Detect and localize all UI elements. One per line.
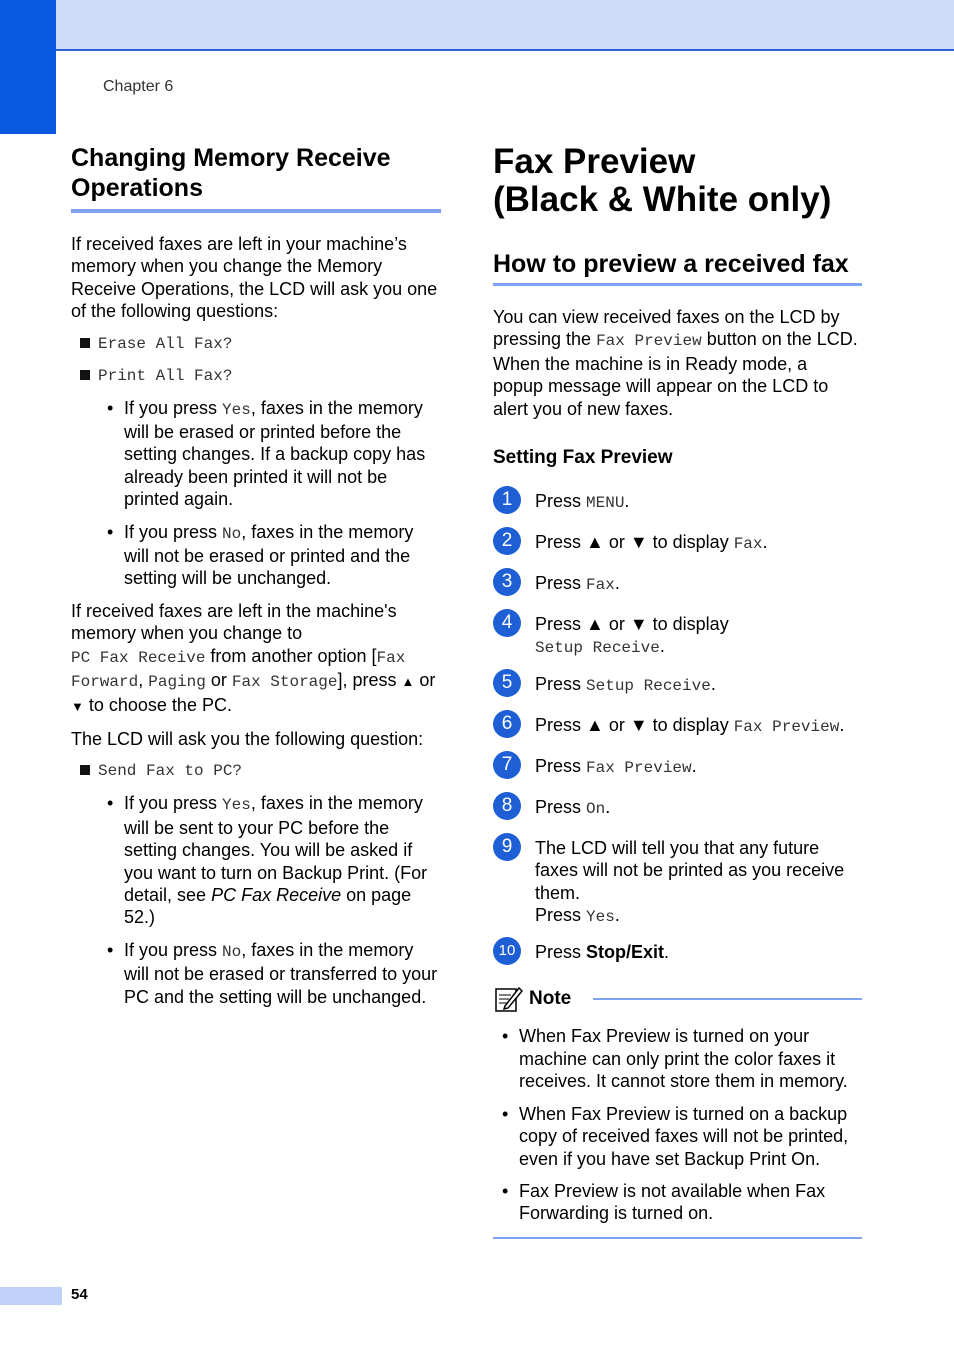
question-item: Print All Fax?: [71, 365, 441, 387]
bullet-item: • If you press No, faxes in the memory will not be erased or printed and the setting will be unchanged.: [107, 521, 414, 589]
note-header: [493, 983, 862, 1015]
bullet-dot-icon: •: [107, 521, 114, 542]
note-item: • When Fax Preview is turned on a backup copy of received faxes will not be printed, even if you have set Backup Print On.: [502, 1103, 849, 1169]
step-item: 10 Press Stop/Exit.: [493, 941, 862, 969]
square-bullet-icon: [80, 765, 90, 775]
chapter-tab: [0, 0, 56, 134]
question-item: Erase All Fax?: [71, 333, 441, 355]
preview-intro: You can view received faxes on the LCD by pressing the Fax Preview button on the LCD. When the machine is in Ready mode, a popup message will appear on the LCD to alert you of new faxes.: [493, 307, 858, 419]
pc-fax-paragraph: If received faxes are left in the machine's memory when you change to PC Fax Receive from another option [Fax Forward, Paging or Fax Storage], press ▲ or ▼ to choose the PC.: [71, 600, 436, 715]
bullet-dot-icon: •: [107, 397, 114, 418]
right-column: [493, 143, 862, 1239]
bullet-dot-icon: •: [502, 1103, 509, 1124]
step-item: 1 Press MENU.: [493, 490, 862, 518]
note-item: • When Fax Preview is turned on your machine can only print the color faxes it receives. It cannot store them in memory.: [502, 1026, 848, 1092]
step-item: 6 Press ▲ or ▼ to display Fax Preview.: [493, 714, 862, 742]
steps-list: [493, 490, 862, 969]
header-band: [0, 0, 954, 51]
note-bottom-rule: [493, 1237, 862, 1239]
note-label: Note: [529, 988, 572, 1010]
left-column: [71, 143, 441, 1008]
bullet-item: • If you press No, faxes in the memory will not be erased or transferred to your PC and the setting will be unchanged.: [107, 939, 438, 1007]
step-number-icon: 1: [493, 486, 521, 514]
step-number-icon: 2: [493, 527, 521, 555]
step-item: 3 Press Fax.: [493, 572, 862, 600]
question-item: Send Fax to PC?: [71, 760, 441, 782]
step-item: 9 The LCD will tell you that any future faxes will not be printed as you receive them. Press Yes.: [493, 837, 862, 929]
step-item: 8 Press On.: [493, 796, 862, 824]
cross-reference[interactable]: PC Fax Receive: [211, 884, 342, 905]
note-rule: [593, 998, 862, 1000]
step-number-icon: 9: [493, 833, 521, 861]
step-item: 7 Press Fax Preview.: [493, 755, 862, 783]
step-number-icon: 6: [493, 710, 521, 738]
bullet-item: • If you press Yes, faxes in the memory will be erased or printed before the setting changes. If a backup copy has already been printed it will not be printed again.: [107, 397, 426, 510]
section-title: Changing Memory Receive Operations: [71, 143, 441, 213]
bullet-item: • If you press Yes, faxes in the memory will be sent to your PC before the setting changes. You will be asked if you want to turn on Backup Print. (For detail, see PC Fax Receive on page 52.): [107, 793, 428, 928]
step-number-icon: 4: [493, 609, 521, 637]
bullet-dot-icon: •: [107, 939, 114, 960]
step-item: 5 Press Setup Receive.: [493, 673, 862, 701]
bullet-dot-icon: •: [502, 1180, 509, 1201]
note-box: [493, 983, 862, 1238]
step-number-icon: 5: [493, 669, 521, 697]
chapter-section-title: Fax Preview (Black & White only): [493, 142, 832, 219]
footer-band: [0, 1287, 62, 1305]
bullet-dot-icon: •: [107, 793, 114, 814]
down-arrow-icon: ▼: [71, 698, 84, 714]
step-number-icon: 10: [493, 937, 521, 965]
step-item: 2 Press ▲ or ▼ to display Fax.: [493, 531, 862, 559]
page-number: 54: [71, 1286, 88, 1303]
up-arrow-icon: ▲: [401, 674, 415, 690]
lcd-ask-paragraph: The LCD will ask you the following question:: [71, 728, 424, 749]
step-item: 4 Press ▲ or ▼ to display Setup Receive.: [493, 613, 862, 660]
square-bullet-icon: [80, 370, 90, 380]
chapter-label: Chapter 6: [103, 78, 174, 95]
note-item: • Fax Preview is not available when Fax Forwarding is turned on.: [502, 1180, 826, 1224]
bullet-dot-icon: •: [502, 1026, 509, 1047]
subsection-title: How to preview a received fax: [493, 249, 862, 286]
step-number-icon: 3: [493, 568, 521, 596]
step-number-icon: 8: [493, 792, 521, 820]
intro-paragraph: If received faxes are left in your machine’s memory when you change the Memory Receive Operations, the LCD will ask you one of the following questions:: [71, 234, 438, 322]
square-bullet-icon: [80, 338, 90, 348]
step-number-icon: 7: [493, 751, 521, 779]
note-pencil-icon: [493, 984, 523, 1014]
setting-title: Setting Fax Preview: [493, 447, 673, 469]
